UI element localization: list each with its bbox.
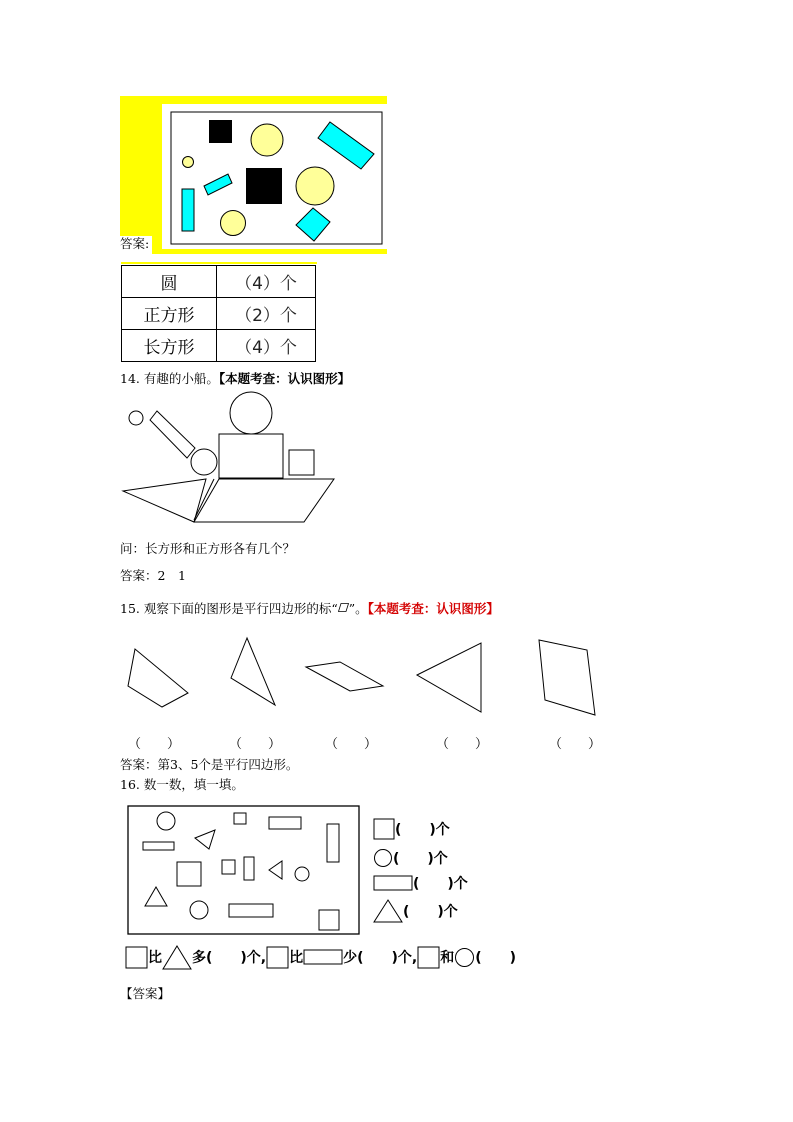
- q14-answer: 答案：2 1: [120, 568, 186, 583]
- table-cell-count: （2）个: [217, 298, 316, 330]
- rectangle-shape: [269, 817, 301, 829]
- circle-icon: [373, 848, 393, 868]
- square-icon: [125, 946, 148, 969]
- quadrilaterals-picture: [120, 630, 610, 725]
- circle-shape: [251, 124, 283, 156]
- blank-4[interactable]: （ ）: [436, 737, 489, 752]
- cyan-rectangle-vertical: [182, 189, 194, 231]
- compare-text-duo[interactable]: 多( )个,: [192, 950, 267, 966]
- question-tag: 【本题考查：认识图形】: [218, 371, 351, 386]
- square-shape: [177, 862, 201, 886]
- center-rectangle: [219, 434, 283, 478]
- shape-parallelogram-5: [539, 640, 595, 715]
- question-number: 15.: [120, 601, 140, 616]
- q15-answer: 答案：第3、5个是平行四边形。: [120, 757, 299, 772]
- compare-text-end[interactable]: ( ): [475, 950, 517, 966]
- table-cell-shape: 长方形: [122, 330, 217, 362]
- q14-question: 问：长方形和正方形各有几个？: [120, 541, 296, 556]
- q15-shapes: [120, 630, 610, 725]
- compare-text-he: 和: [440, 950, 455, 966]
- triangle-icon: [162, 945, 192, 970]
- circle-shape-medium: [221, 211, 246, 236]
- triangle-shape-small: [269, 861, 282, 879]
- q13-answer-label: 答案:: [120, 236, 150, 251]
- small-square: [289, 450, 314, 475]
- q16-figure: [122, 800, 362, 940]
- compare-text-shao[interactable]: 少( )个,: [343, 950, 418, 966]
- shape-triangle-2: [231, 638, 275, 705]
- black-square-large: [246, 168, 282, 204]
- shape-triangle-4: [417, 643, 481, 712]
- circle-shape-large: [296, 167, 334, 205]
- triangle-icon: [373, 899, 403, 923]
- count-row-rectangle: [373, 874, 468, 892]
- hull-parallelogram: [194, 479, 334, 522]
- q13-figure: [120, 96, 387, 254]
- shape-quadrilateral-1: [128, 649, 188, 707]
- shapes-count-picture: [120, 96, 387, 254]
- question-title-suffix: ”。: [348, 601, 368, 616]
- front-triangle: [123, 479, 206, 522]
- q15-heading: [120, 601, 499, 617]
- count-row-circle: [373, 848, 448, 868]
- circle-shape-tiny: [183, 157, 194, 168]
- blank-1[interactable]: （ ）: [128, 737, 181, 752]
- circle-icon: [454, 947, 475, 968]
- tilted-rectangle: [150, 411, 195, 458]
- table-cell-shape: 正方形: [122, 298, 217, 330]
- question-title: 数一数，填一填。: [143, 777, 244, 792]
- table-cell-shape: 圆: [122, 266, 217, 298]
- shape-count-table: [121, 265, 316, 362]
- rectangle-shape-thin: [143, 842, 174, 850]
- question-title: 有趣的小船。: [143, 371, 219, 386]
- square-shape-2: [319, 910, 339, 930]
- table-row: [122, 298, 316, 330]
- rectangle-icon: [373, 875, 413, 891]
- square-icon: [266, 946, 289, 969]
- medium-circle: [191, 449, 217, 475]
- q16-heading: [120, 777, 244, 793]
- triangle-shape-tilted: [195, 830, 215, 849]
- compare-text-bi: 比: [289, 950, 304, 966]
- square-shape-small-2: [222, 860, 235, 874]
- q16-answer-label: 【答案】: [120, 986, 171, 1001]
- boat-picture: [120, 388, 340, 528]
- question-title-prefix: 观察下面的图形是平行四边形的标“: [143, 601, 338, 616]
- table-row: [122, 266, 316, 298]
- blank-2[interactable]: （ ）: [229, 737, 282, 752]
- rectangle-shape-small: [244, 857, 254, 880]
- count-row-square: [373, 818, 450, 840]
- parallelogram-icon: [338, 603, 349, 612]
- circle-shape: [157, 812, 175, 830]
- square-shape-small: [234, 813, 246, 824]
- triangle-shape: [145, 887, 167, 906]
- table-cell-count: （4）个: [217, 266, 316, 298]
- compare-line: [125, 944, 516, 970]
- count-blank[interactable]: ( )个: [395, 822, 450, 838]
- square-icon: [373, 818, 395, 840]
- count-blank[interactable]: ( )个: [393, 851, 448, 867]
- question-number: 14.: [120, 371, 140, 386]
- compare-text-bi: 比: [148, 950, 162, 966]
- blank-5[interactable]: （ ）: [549, 737, 602, 752]
- square-icon: [417, 946, 440, 969]
- rectangle-icon: [303, 949, 343, 965]
- boat-figure: [120, 388, 340, 528]
- table-row: [122, 330, 316, 362]
- shape-parallelogram-3: [306, 662, 383, 691]
- q14-heading: [120, 371, 350, 387]
- rectangle-shape-2: [229, 904, 273, 917]
- circle-shape-small: [295, 867, 309, 881]
- black-square-small: [209, 120, 232, 143]
- count-blank[interactable]: ( )个: [403, 904, 458, 920]
- blank-3[interactable]: （ ）: [325, 737, 378, 752]
- circle-shape-2: [190, 901, 208, 919]
- rectangle-shape-vertical: [327, 824, 339, 862]
- count-row-triangle: [373, 899, 458, 923]
- small-circle: [129, 411, 143, 425]
- table-top-accent: [121, 262, 317, 264]
- table-cell-count: （4）个: [217, 330, 316, 362]
- question-tag: 【本题考查：认识图形】: [367, 601, 499, 616]
- large-circle: [230, 392, 272, 434]
- count-shapes-picture: [122, 800, 362, 940]
- question-number: 16.: [120, 777, 140, 792]
- count-blank[interactable]: ( )个: [413, 876, 468, 892]
